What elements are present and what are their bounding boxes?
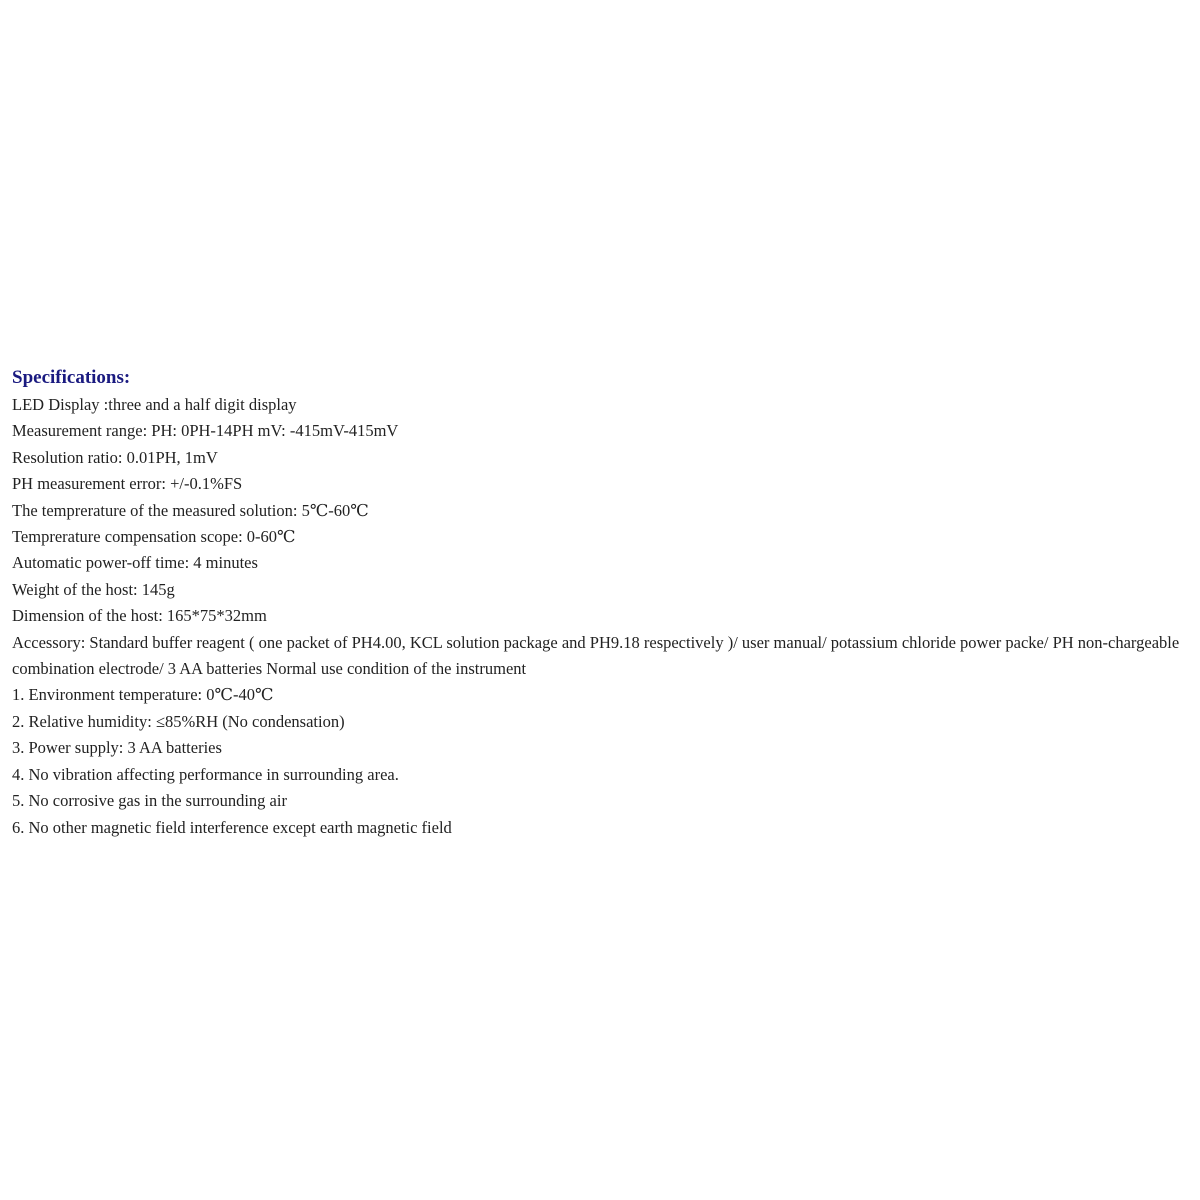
condition-no-corrosive-gas: 5. No corrosive gas in the surrounding air bbox=[12, 791, 287, 811]
condition-relative-humidity: 2. Relative humidity: ≤85%RH (No condensation) bbox=[12, 711, 345, 731]
spec-accessory: Accessory: Standard buffer reagent ( one packet of PH4.00, KCL solution package and PH9.18 respectively )/ user manual/ potassium chloride power packe/ PH non-chargeable combination electrode/ 3 AA batteries Normal use condition of the instrument bbox=[12, 632, 1180, 679]
spec-host-dimension: Dimension of the host: 165*75*32mm bbox=[12, 606, 267, 626]
specifications-heading: Specifications: bbox=[12, 367, 131, 388]
specifications-section bbox=[12, 364, 1194, 841]
condition-power-supply: 3. Power supply: 3 AA batteries bbox=[12, 738, 222, 758]
spec-power-off-time: Automatic power-off time: 4 minutes bbox=[12, 553, 258, 573]
spec-measurement-error: PH measurement error: +/-0.1%FS bbox=[12, 474, 243, 494]
spec-compensation-scope: Temprerature compensation scope: 0-60℃ bbox=[12, 527, 296, 547]
spec-led-display: LED Display :three and a half digit display bbox=[12, 395, 297, 414]
spec-measurement-range: Measurement range: PH: 0PH-14PH mV: -415mV-415mV bbox=[12, 421, 399, 441]
specifications-list bbox=[12, 392, 1194, 841]
condition-no-vibration: 4. No vibration affecting performance in surrounding area. bbox=[12, 764, 399, 784]
spec-host-weight: Weight of the host: 145g bbox=[12, 579, 175, 599]
spec-solution-temperature: The temprerature of the measured solution: 5℃-60℃ bbox=[12, 500, 369, 520]
spec-resolution-ratio: Resolution ratio: 0.01PH, 1mV bbox=[12, 447, 218, 467]
condition-no-magnetic-interference: 6. No other magnetic field interference except earth magnetic field bbox=[12, 817, 452, 837]
condition-environment-temperature: 1. Environment temperature: 0℃-40℃ bbox=[12, 685, 274, 705]
